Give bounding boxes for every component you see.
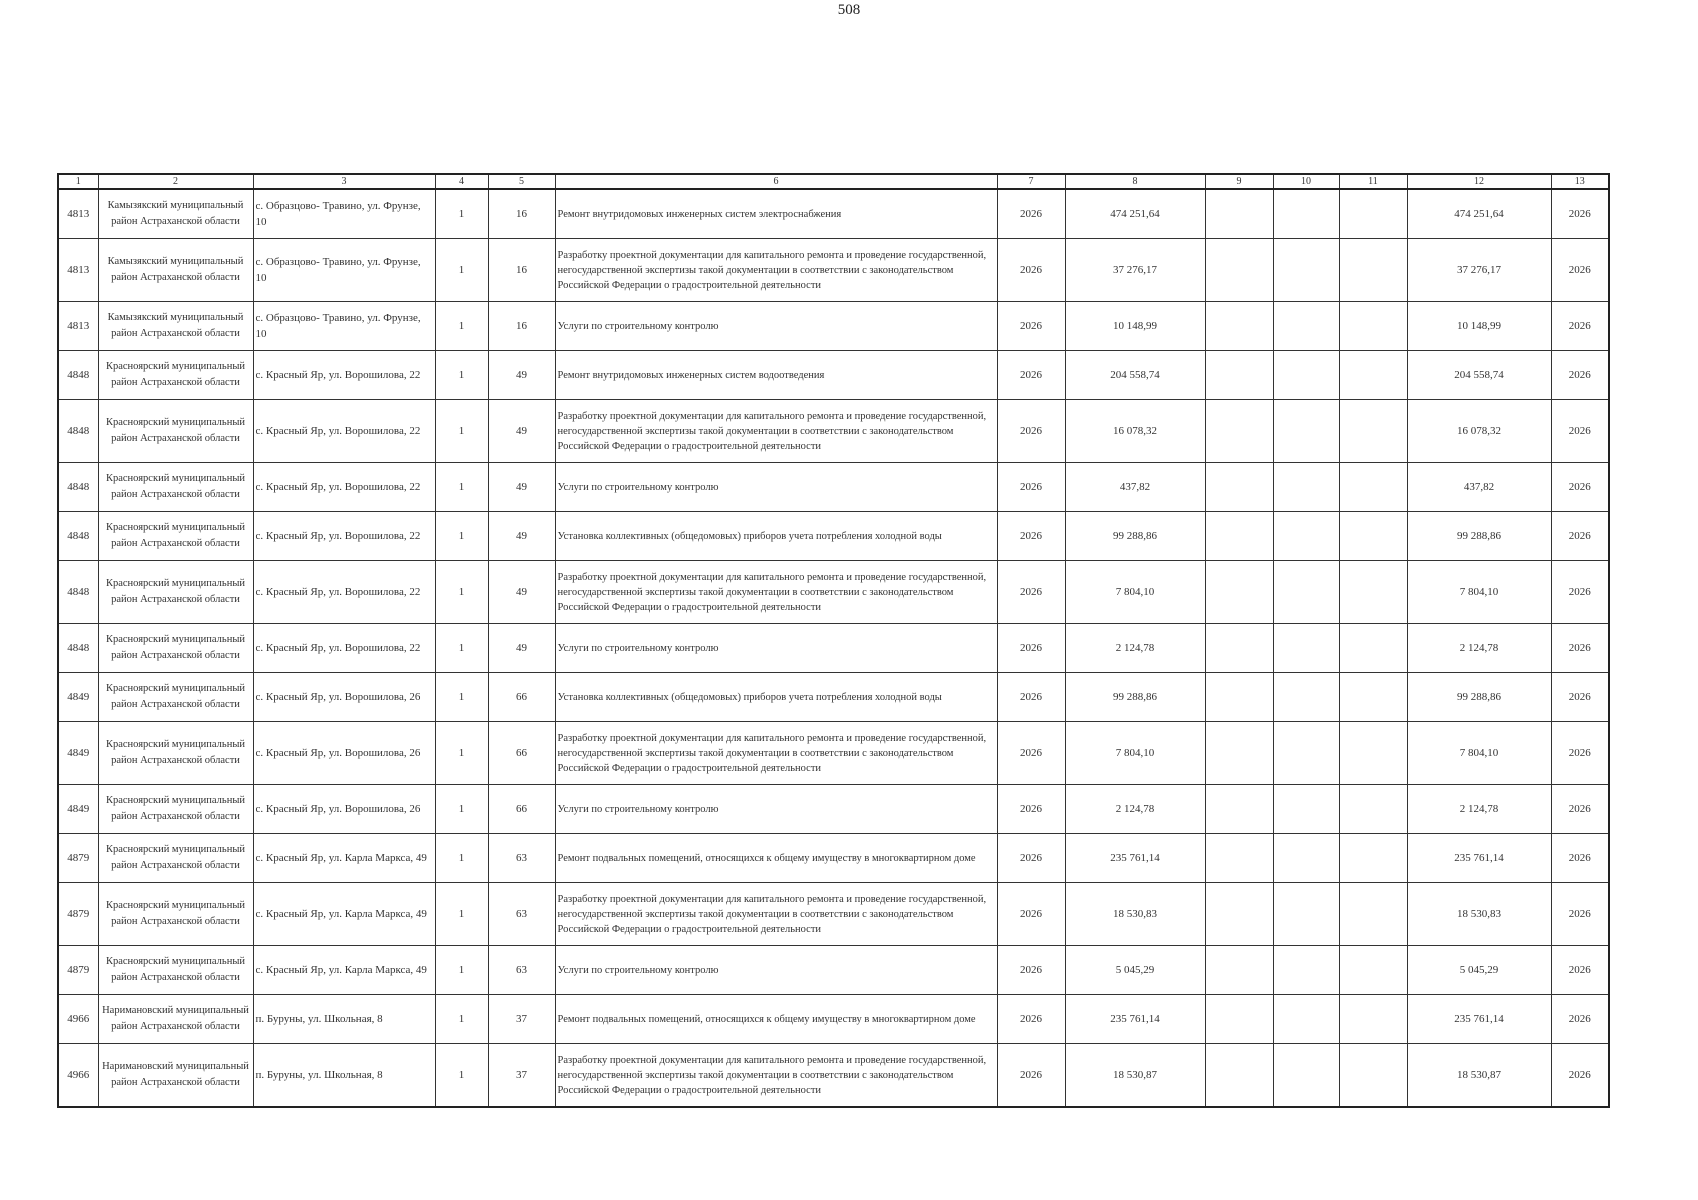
cell-work-type: Ремонт подвальных помещений, относящихся к общему имуществу в многоквартирном доме [555, 995, 997, 1044]
cell-col-5: 66 [488, 673, 555, 722]
cell-year: 2026 [997, 1044, 1065, 1108]
cell-col-12-cost: 10 148,99 [1407, 302, 1551, 351]
cell-year: 2026 [997, 351, 1065, 400]
cell-col-12-cost: 16 078,32 [1407, 400, 1551, 463]
cell-col-11 [1339, 946, 1407, 995]
column-number-2: 2 [98, 174, 253, 189]
cell-col-5: 66 [488, 785, 555, 834]
cell-col-9 [1205, 512, 1273, 561]
cell-col-10 [1273, 722, 1339, 785]
cell-year: 2026 [997, 302, 1065, 351]
cell-col-4: 1 [435, 512, 488, 561]
cell-municipality: Наримановский муниципальный район Астраханской области [98, 995, 253, 1044]
cell-col-11 [1339, 883, 1407, 946]
cell-col-11 [1339, 512, 1407, 561]
cell-year: 2026 [997, 189, 1065, 239]
cell-col-5: 16 [488, 239, 555, 302]
cell-house-id: 4848 [58, 624, 98, 673]
cell-municipality: Наримановский муниципальный район Астраханской области [98, 1044, 253, 1108]
cell-col-11 [1339, 400, 1407, 463]
cell-col-11 [1339, 463, 1407, 512]
cell-col-4: 1 [435, 834, 488, 883]
cell-work-type: Разработку проектной документации для капитального ремонта и проведение государственной, негосударственной экспертизы такой документации в соответствии с законодательством Российской Федерации о градостроительной деятельности [555, 883, 997, 946]
cell-municipality: Красноярский муниципальный район Астраханской области [98, 463, 253, 512]
cell-completion-year: 2026 [1551, 785, 1609, 834]
cell-col-5: 49 [488, 561, 555, 624]
page-number: 508 [837, 2, 861, 18]
cell-completion-year: 2026 [1551, 673, 1609, 722]
cell-col-5: 37 [488, 1044, 555, 1108]
column-number-1: 1 [58, 174, 98, 189]
cell-work-type: Установка коллективных (общедомовых) приборов учета потребления холодной воды [555, 673, 997, 722]
table-row [58, 400, 1609, 463]
cell-col-12-cost: 18 530,83 [1407, 883, 1551, 946]
cell-col-11 [1339, 239, 1407, 302]
cell-municipality: Красноярский муниципальный район Астраханской области [98, 512, 253, 561]
cell-col-9 [1205, 561, 1273, 624]
cell-total-cost: 437,82 [1065, 463, 1205, 512]
cell-completion-year: 2026 [1551, 834, 1609, 883]
cell-work-type: Разработку проектной документации для капитального ремонта и проведение государственной, негосударственной экспертизы такой документации в соответствии с законодательством Российской Федерации о градостроительной деятельности [555, 400, 997, 463]
cell-municipality: Красноярский муниципальный район Астраханской области [98, 624, 253, 673]
cell-house-id: 4879 [58, 834, 98, 883]
cell-address: с. Красный Яр, ул. Ворошилова, 22 [253, 624, 435, 673]
cell-municipality: Красноярский муниципальный район Астраханской области [98, 722, 253, 785]
cell-work-type: Услуги по строительному контролю [555, 463, 997, 512]
cell-col-10 [1273, 302, 1339, 351]
cell-total-cost: 2 124,78 [1065, 624, 1205, 673]
cell-col-4: 1 [435, 946, 488, 995]
cell-col-12-cost: 235 761,14 [1407, 995, 1551, 1044]
cell-completion-year: 2026 [1551, 351, 1609, 400]
table-row [58, 302, 1609, 351]
cell-col-12-cost: 2 124,78 [1407, 624, 1551, 673]
column-number-4: 4 [435, 174, 488, 189]
column-number-3: 3 [253, 174, 435, 189]
table-row [58, 189, 1609, 239]
cell-col-11 [1339, 673, 1407, 722]
cell-municipality: Камызякский муниципальный район Астраханской области [98, 189, 253, 239]
cell-completion-year: 2026 [1551, 400, 1609, 463]
cell-house-id: 4848 [58, 400, 98, 463]
cell-col-4: 1 [435, 785, 488, 834]
cell-col-11 [1339, 722, 1407, 785]
cell-work-type: Ремонт внутридомовых инженерных систем водоотведения [555, 351, 997, 400]
table-row [58, 834, 1609, 883]
cell-work-type: Услуги по строительному контролю [555, 624, 997, 673]
cell-total-cost: 7 804,10 [1065, 561, 1205, 624]
cell-col-12-cost: 99 288,86 [1407, 512, 1551, 561]
cell-col-9 [1205, 302, 1273, 351]
table-row [58, 512, 1609, 561]
cell-col-9 [1205, 351, 1273, 400]
cell-municipality: Красноярский муниципальный район Астраханской области [98, 561, 253, 624]
cell-year: 2026 [997, 239, 1065, 302]
cell-col-4: 1 [435, 463, 488, 512]
cell-house-id: 4879 [58, 946, 98, 995]
cell-col-10 [1273, 239, 1339, 302]
cell-col-12-cost: 7 804,10 [1407, 722, 1551, 785]
cell-year: 2026 [997, 561, 1065, 624]
cell-col-10 [1273, 1044, 1339, 1108]
cell-col-5: 63 [488, 946, 555, 995]
cell-col-5: 63 [488, 883, 555, 946]
cell-work-type: Разработку проектной документации для капитального ремонта и проведение государственной, негосударственной экспертизы такой документации в соответствии с законодательством Российской Федерации о градостроительной деятельности [555, 561, 997, 624]
cell-completion-year: 2026 [1551, 722, 1609, 785]
table-row [58, 995, 1609, 1044]
column-number-11: 11 [1339, 174, 1407, 189]
cell-col-5: 63 [488, 834, 555, 883]
cell-house-id: 4966 [58, 1044, 98, 1108]
cell-col-4: 1 [435, 400, 488, 463]
cell-house-id: 4848 [58, 561, 98, 624]
cell-address: с. Красный Яр, ул. Ворошилова, 22 [253, 463, 435, 512]
cell-completion-year: 2026 [1551, 302, 1609, 351]
table-row [58, 785, 1609, 834]
cell-col-4: 1 [435, 722, 488, 785]
cell-total-cost: 37 276,17 [1065, 239, 1205, 302]
cell-municipality: Красноярский муниципальный район Астраханской области [98, 400, 253, 463]
cell-col-11 [1339, 624, 1407, 673]
cell-col-9 [1205, 239, 1273, 302]
cell-completion-year: 2026 [1551, 883, 1609, 946]
cell-total-cost: 235 761,14 [1065, 834, 1205, 883]
cell-address: с. Красный Яр, ул. Карла Маркса, 49 [253, 946, 435, 995]
cell-col-12-cost: 235 761,14 [1407, 834, 1551, 883]
cell-col-11 [1339, 785, 1407, 834]
cell-col-9 [1205, 995, 1273, 1044]
cell-address: п. Буруны, ул. Школьная, 8 [253, 1044, 435, 1108]
cell-year: 2026 [997, 995, 1065, 1044]
cell-house-id: 4813 [58, 239, 98, 302]
cell-col-5: 49 [488, 400, 555, 463]
cell-col-4: 1 [435, 883, 488, 946]
cell-col-9 [1205, 624, 1273, 673]
cell-col-5: 16 [488, 302, 555, 351]
cell-col-10 [1273, 189, 1339, 239]
cell-address: с. Красный Яр, ул. Ворошилова, 22 [253, 512, 435, 561]
cell-col-10 [1273, 883, 1339, 946]
column-number-6: 6 [555, 174, 997, 189]
cell-address: с. Красный Яр, ул. Ворошилова, 26 [253, 785, 435, 834]
repair-registry-table [57, 173, 1610, 1108]
table-row [58, 722, 1609, 785]
cell-col-4: 1 [435, 995, 488, 1044]
cell-col-5: 49 [488, 463, 555, 512]
cell-col-10 [1273, 995, 1339, 1044]
cell-col-5: 49 [488, 624, 555, 673]
cell-total-cost: 10 148,99 [1065, 302, 1205, 351]
cell-col-10 [1273, 512, 1339, 561]
cell-year: 2026 [997, 785, 1065, 834]
cell-total-cost: 16 078,32 [1065, 400, 1205, 463]
cell-completion-year: 2026 [1551, 561, 1609, 624]
cell-col-12-cost: 204 558,74 [1407, 351, 1551, 400]
cell-completion-year: 2026 [1551, 1044, 1609, 1108]
cell-work-type: Ремонт подвальных помещений, относящихся к общему имуществу в многоквартирном доме [555, 834, 997, 883]
column-number-13: 13 [1551, 174, 1609, 189]
cell-address: с. Красный Яр, ул. Ворошилова, 26 [253, 673, 435, 722]
cell-house-id: 4849 [58, 673, 98, 722]
cell-address: с. Красный Яр, ул. Ворошилова, 26 [253, 722, 435, 785]
column-number-10: 10 [1273, 174, 1339, 189]
cell-work-type: Услуги по строительному контролю [555, 946, 997, 995]
cell-house-id: 4849 [58, 722, 98, 785]
cell-address: с. Красный Яр, ул. Ворошилова, 22 [253, 351, 435, 400]
cell-col-9 [1205, 722, 1273, 785]
cell-col-4: 1 [435, 673, 488, 722]
cell-col-12-cost: 7 804,10 [1407, 561, 1551, 624]
cell-col-4: 1 [435, 239, 488, 302]
table-row [58, 1044, 1609, 1108]
column-number-9: 9 [1205, 174, 1273, 189]
cell-col-4: 1 [435, 624, 488, 673]
cell-col-10 [1273, 463, 1339, 512]
cell-total-cost: 2 124,78 [1065, 785, 1205, 834]
cell-total-cost: 7 804,10 [1065, 722, 1205, 785]
column-number-12: 12 [1407, 174, 1551, 189]
cell-col-10 [1273, 785, 1339, 834]
table-row [58, 883, 1609, 946]
table-row [58, 946, 1609, 995]
cell-completion-year: 2026 [1551, 946, 1609, 995]
cell-col-9 [1205, 785, 1273, 834]
table-row [58, 351, 1609, 400]
cell-year: 2026 [997, 624, 1065, 673]
cell-total-cost: 18 530,83 [1065, 883, 1205, 946]
cell-col-11 [1339, 995, 1407, 1044]
cell-col-11 [1339, 351, 1407, 400]
cell-col-10 [1273, 673, 1339, 722]
cell-house-id: 4848 [58, 512, 98, 561]
cell-col-9 [1205, 673, 1273, 722]
cell-col-9 [1205, 834, 1273, 883]
cell-total-cost: 204 558,74 [1065, 351, 1205, 400]
column-number-row [58, 174, 1609, 189]
cell-municipality: Красноярский муниципальный район Астраханской области [98, 883, 253, 946]
cell-col-11 [1339, 834, 1407, 883]
cell-col-10 [1273, 946, 1339, 995]
cell-work-type: Установка коллективных (общедомовых) приборов учета потребления холодной воды [555, 512, 997, 561]
cell-col-9 [1205, 400, 1273, 463]
cell-total-cost: 18 530,87 [1065, 1044, 1205, 1108]
cell-col-10 [1273, 834, 1339, 883]
cell-work-type: Разработку проектной документации для капитального ремонта и проведение государственной, негосударственной экспертизы такой документации в соответствии с законодательством Российской Федерации о градостроительной деятельности [555, 239, 997, 302]
cell-col-9 [1205, 463, 1273, 512]
cell-house-id: 4813 [58, 189, 98, 239]
cell-col-12-cost: 37 276,17 [1407, 239, 1551, 302]
cell-completion-year: 2026 [1551, 624, 1609, 673]
cell-completion-year: 2026 [1551, 512, 1609, 561]
cell-col-4: 1 [435, 189, 488, 239]
cell-col-11 [1339, 189, 1407, 239]
cell-year: 2026 [997, 673, 1065, 722]
cell-col-5: 49 [488, 512, 555, 561]
cell-completion-year: 2026 [1551, 995, 1609, 1044]
cell-col-5: 49 [488, 351, 555, 400]
cell-col-12-cost: 2 124,78 [1407, 785, 1551, 834]
cell-work-type: Разработку проектной документации для капитального ремонта и проведение государственной, негосударственной экспертизы такой документации в соответствии с законодательством Российской Федерации о градостроительной деятельности [555, 722, 997, 785]
cell-year: 2026 [997, 400, 1065, 463]
cell-house-id: 4848 [58, 463, 98, 512]
cell-total-cost: 99 288,86 [1065, 512, 1205, 561]
table-row [58, 624, 1609, 673]
cell-col-9 [1205, 189, 1273, 239]
cell-col-9 [1205, 883, 1273, 946]
cell-work-type: Услуги по строительному контролю [555, 785, 997, 834]
cell-address: с. Красный Яр, ул. Карла Маркса, 49 [253, 883, 435, 946]
cell-municipality: Красноярский муниципальный район Астраханской области [98, 673, 253, 722]
cell-total-cost: 474 251,64 [1065, 189, 1205, 239]
cell-col-11 [1339, 302, 1407, 351]
cell-house-id: 4879 [58, 883, 98, 946]
column-number-8: 8 [1065, 174, 1205, 189]
cell-work-type: Разработку проектной документации для капитального ремонта и проведение государственной, негосударственной экспертизы такой документации в соответствии с законодательством Российской Федерации о градостроительной деятельности [555, 1044, 997, 1108]
cell-address: с. Красный Яр, ул. Ворошилова, 22 [253, 400, 435, 463]
cell-address: п. Буруны, ул. Школьная, 8 [253, 995, 435, 1044]
cell-work-type: Услуги по строительному контролю [555, 302, 997, 351]
cell-col-12-cost: 5 045,29 [1407, 946, 1551, 995]
table-row [58, 463, 1609, 512]
cell-completion-year: 2026 [1551, 189, 1609, 239]
cell-col-12-cost: 474 251,64 [1407, 189, 1551, 239]
cell-municipality: Камызякский муниципальный район Астраханской области [98, 302, 253, 351]
cell-house-id: 4966 [58, 995, 98, 1044]
cell-col-5: 66 [488, 722, 555, 785]
cell-completion-year: 2026 [1551, 239, 1609, 302]
cell-year: 2026 [997, 722, 1065, 785]
cell-col-10 [1273, 351, 1339, 400]
cell-col-4: 1 [435, 302, 488, 351]
cell-address: с. Образцово- Травино, ул. Фрунзе, 10 [253, 189, 435, 239]
cell-col-12-cost: 18 530,87 [1407, 1044, 1551, 1108]
cell-col-5: 37 [488, 995, 555, 1044]
cell-municipality: Красноярский муниципальный район Астраханской области [98, 785, 253, 834]
cell-year: 2026 [997, 834, 1065, 883]
cell-col-5: 16 [488, 189, 555, 239]
cell-col-4: 1 [435, 351, 488, 400]
cell-year: 2026 [997, 946, 1065, 995]
cell-municipality: Красноярский муниципальный район Астраханской области [98, 351, 253, 400]
cell-house-id: 4848 [58, 351, 98, 400]
cell-total-cost: 5 045,29 [1065, 946, 1205, 995]
cell-col-11 [1339, 1044, 1407, 1108]
cell-address: с. Образцово- Травино, ул. Фрунзе, 10 [253, 302, 435, 351]
cell-col-12-cost: 99 288,86 [1407, 673, 1551, 722]
cell-col-9 [1205, 1044, 1273, 1108]
cell-year: 2026 [997, 463, 1065, 512]
cell-col-4: 1 [435, 561, 488, 624]
cell-municipality: Камызякский муниципальный район Астраханской области [98, 239, 253, 302]
cell-address: с. Красный Яр, ул. Ворошилова, 22 [253, 561, 435, 624]
cell-col-10 [1273, 400, 1339, 463]
cell-address: с. Образцово- Травино, ул. Фрунзе, 10 [253, 239, 435, 302]
cell-municipality: Красноярский муниципальный район Астраханской области [98, 834, 253, 883]
cell-completion-year: 2026 [1551, 463, 1609, 512]
cell-address: с. Красный Яр, ул. Карла Маркса, 49 [253, 834, 435, 883]
cell-municipality: Красноярский муниципальный район Астраханской области [98, 946, 253, 995]
table-row [58, 561, 1609, 624]
cell-total-cost: 99 288,86 [1065, 673, 1205, 722]
cell-col-12-cost: 437,82 [1407, 463, 1551, 512]
table-row [58, 239, 1609, 302]
cell-col-11 [1339, 561, 1407, 624]
table-row [58, 673, 1609, 722]
cell-col-10 [1273, 561, 1339, 624]
cell-total-cost: 235 761,14 [1065, 995, 1205, 1044]
column-number-7: 7 [997, 174, 1065, 189]
cell-col-10 [1273, 624, 1339, 673]
cell-house-id: 4849 [58, 785, 98, 834]
cell-col-9 [1205, 946, 1273, 995]
cell-work-type: Ремонт внутридомовых инженерных систем электроснабжения [555, 189, 997, 239]
cell-year: 2026 [997, 512, 1065, 561]
cell-col-4: 1 [435, 1044, 488, 1108]
cell-year: 2026 [997, 883, 1065, 946]
column-number-5: 5 [488, 174, 555, 189]
cell-house-id: 4813 [58, 302, 98, 351]
